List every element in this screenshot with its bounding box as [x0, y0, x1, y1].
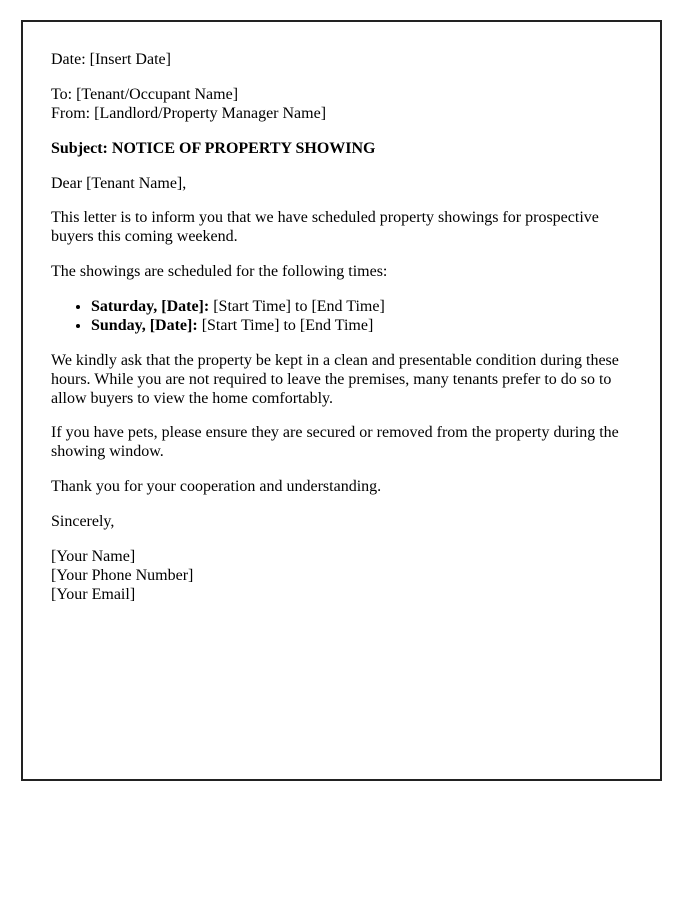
showings-list: [51, 298, 632, 336]
showing-day-label: Saturday, [Date]:: [91, 298, 210, 315]
showing-day-label: Sunday, [Date]:: [91, 316, 198, 334]
subject-line: Subject: NOTICE OF PROPERTY SHOWING: [51, 139, 376, 157]
letter-page: [21, 20, 662, 781]
intro-paragraph: This letter is to inform you that we have scheduled property showings for prospective buyers this coming weekend.: [51, 209, 599, 246]
to-line: To: [Tenant/Occupant Name]: [51, 85, 239, 103]
condition-paragraph: We kindly ask that the property be kept in a clean and presentable condition during these hours. While you are not required to leave the premises, many tenants prefer to do so to allow buyers to view the home comfortably.: [51, 351, 619, 407]
showing-item-saturday: [91, 298, 632, 317]
signature-email: [Your Email]: [51, 585, 136, 603]
signature-phone: [Your Phone Number]: [51, 566, 194, 584]
schedule-lead-in: The showings are scheduled for the following times:: [51, 263, 388, 281]
showing-time: [Start Time] to [End Time]: [201, 316, 374, 334]
thanks-paragraph: Thank you for your cooperation and understanding.: [51, 478, 382, 496]
from-line: From: [Landlord/Property Manager Name]: [51, 104, 327, 122]
recipient-block: [51, 86, 632, 124]
date-line: Date: [Insert Date]: [51, 51, 171, 68]
signature-name: [Your Name]: [51, 547, 136, 565]
salutation: Dear [Tenant Name],: [51, 174, 187, 192]
pets-paragraph: If you have pets, please ensure they are secured or removed from the property during the showing window.: [51, 424, 619, 461]
showing-item-sunday: [91, 317, 632, 336]
showing-time: [Start Time] to [End Time]: [213, 298, 385, 315]
closing: Sincerely,: [51, 513, 115, 530]
